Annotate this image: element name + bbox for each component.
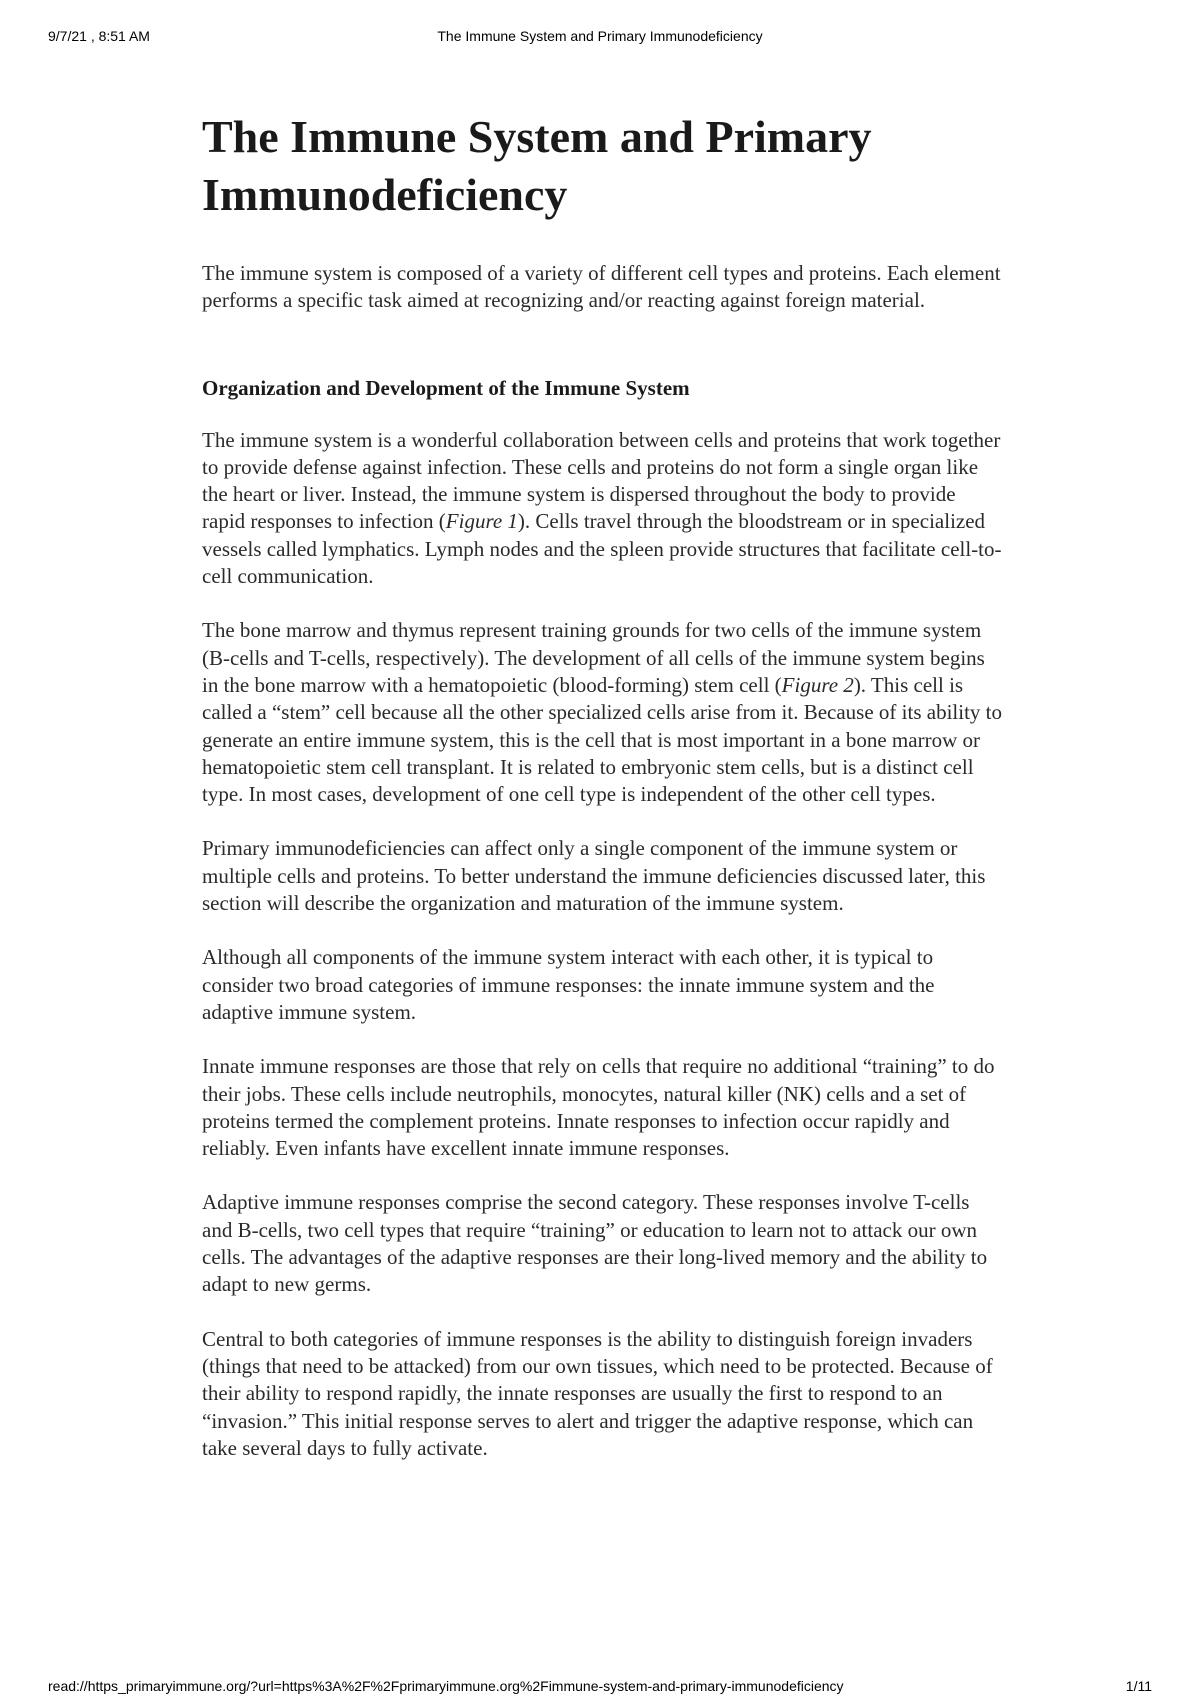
print-url: read://https_primaryimmune.org/?url=https%3A%2F%2Fprimaryimmune.org%2Fimmune-system-and-primary-immunodeficiency: [48, 1678, 844, 1694]
print-header: [48, 28, 1152, 50]
page-number: 1/11: [1125, 1678, 1152, 1694]
figure-1-reference: Figure 1: [445, 509, 518, 534]
page-title: The Immune System and Primary Immunodeficiency: [202, 111, 872, 220]
paragraph-1-text-a: The immune system is a wonderful collaboration between cells and proteins that work together to provide defense against infection. These cells and proteins do not form a single organ like the heart or liver. Instead, the immune system is dispersed throughout the body to provide rapid responses to infection (: [202, 427, 1001, 534]
paragraph-3: Primary immunodeficiencies can affect only a single component of the immune system or multiple cells and proteins. To better understand the immune deficiencies discussed later, this section will describe the organization and maturation of the immune system.: [202, 836, 986, 916]
paragraph-7: Central to both categories of immune responses is the ability to distinguish foreign invaders (things that need to be attacked) from our own tissues, which need to be protected. Because of their ability to respond rapidly, the innate responses are usually the first to respond to an “invasion.” This initial response serves to alert and trigger the adaptive response, which can take several days to fully activate.: [202, 1326, 993, 1460]
paragraph-4: Although all components of the immune system interact with each other, it is typical to consider two broad categories of immune responses: the innate immune system and the adaptive immune system.: [202, 945, 935, 1024]
paragraph-2-text-b: ). This cell is called a “stem” cell because all the other specialized cells arise from it. Because of its ability to generate an entire immune system, this is the cell that is most important in a bone marrow or hematopoietic stem cell transplant. It is related to embryonic stem cells, but is a distinct cell type. In most cases, development of one cell type is independent of the other cell types.: [202, 672, 1002, 807]
print-datetime: 9/7/21 , 8:51 AM: [48, 28, 150, 44]
figure-2-reference: Figure 2: [781, 672, 854, 697]
paragraph-2: [202, 617, 1002, 808]
paragraph-1: [202, 427, 1002, 591]
print-header-title: The Immune System and Primary Immunodeficiency: [437, 28, 763, 44]
paragraph-2-text-a: The bone marrow and thymus represent training grounds for two cells of the immune system (B-cells and T-cells, respectively). The development of all cells of the immune system begins in the bone marrow with a hematopoietic (blood-forming) stem cell (: [202, 618, 985, 697]
lead-paragraph: The immune system is composed of a variety of different cell types and proteins. Each element performs a specific task aimed at recognizing and/or reacting against foreign material.: [202, 261, 1001, 313]
paragraph-6: Adaptive immune responses comprise the second category. These responses involve T-cells and B-cells, two cell types that require “training” or education to learn not to attack our own cells. The advantages of the adaptive responses are their long-lived memory and the ability to adapt to new germs.: [202, 1190, 988, 1297]
section-heading: Organization and Development of the Immune System: [202, 375, 690, 400]
paragraph-1-text-b: ). Cells travel through the bloodstream or in specialized vessels called lymphatics. Lymph nodes and the spleen provide structures that facilitate cell-to-cell communication.: [202, 509, 1002, 589]
print-footer: [48, 1678, 1152, 1696]
paragraph-5: Innate immune responses are those that rely on cells that require no additional “training” to do their jobs. These cells include neutrophils, monocytes, natural killer (NK) cells and a set of proteins termed the complement proteins. Innate responses to infection occur rapidly and reliably. Even infants have excellent innate immune responses.: [202, 1054, 995, 1161]
article-body: [202, 108, 1002, 1489]
